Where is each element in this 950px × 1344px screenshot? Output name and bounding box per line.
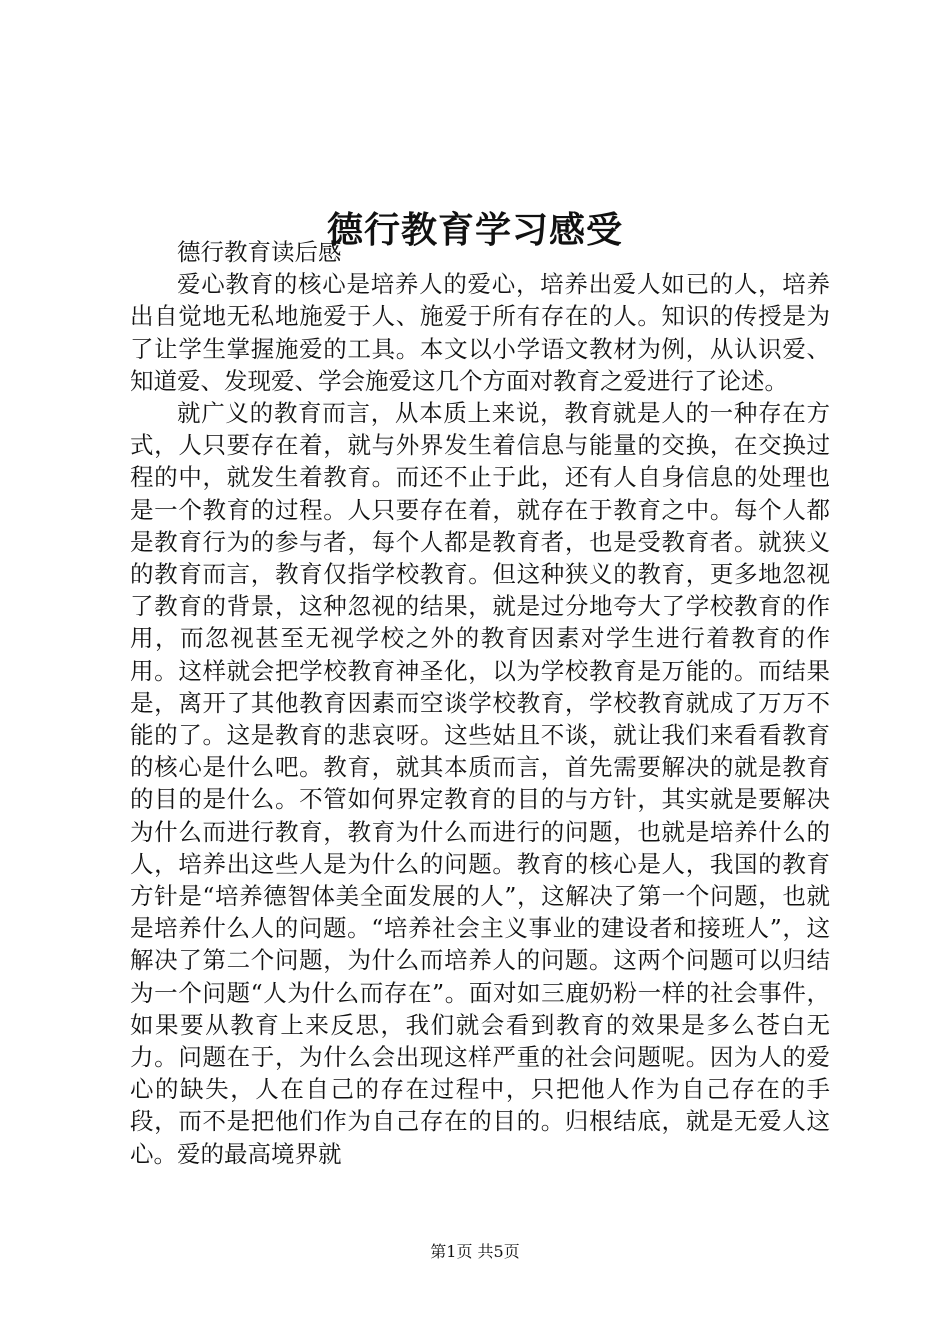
subtitle-paragraph: 德行教育读后感 [177,238,342,266]
body-paragraph: 就广义的教育而言，从本质上来说，教育就是人的一种存在方式，人只要存在着，就与外界发生着信息与能量的交换，在交换过程的中，就发生着教育。而还不止于此，还有人自身信息的处理也是一个教育的过程。人只要存在着，就存在于教育之中。每个人都是教育行为的参与者，每个人都是教育者，也是受教育者。就狭义的教育而言，教育仅指学校教育。但这种狭义的教育，更多地忽视了教育的背景，这种忽视的结果，就是过分地夸大了学校教育的作用，而忽视甚至无视学校之外的教育因素对学生进行着教育的作用。这样就会把学校教育神圣化，以为学校教育是万能的。而结果是，离开了其他教育因素而空谈学校教育，学校教育就成了万万不能的了。这是教育的悲哀呀。这些姑且不谈，就让我们来看看教育的核心是什么吧。教育，就其本质而言，首先需要解决的就是教育的目的是什么。不管如何界定教育的目的与方针，其实就是要解决为什么而进行教育，教育为什么而进行的问题，也就是培养什么的人，培养出这些人是为什么的问题。教育的核心是人，我国的教育方针是“培养德智体美全面发展的人”，这解决了第一个问题，也就是培养什么人的问题。“培养社会主义事业的建设者和接班人”，这解决了第二个问题，为什么而培养人的问题。这两个问题可以归结为一个问题“人为什么而存在”。面对如三鹿奶粉一样的社会事件，如果要从教育上来反思，我们就会看到教育的效果是多么苍白无力。问题在于，为什么会出现这样严重的社会问题呢。因为人的爱心的缺失，人在自己的存在过程中，只把他人作为自己存在的手段，而不是把他们作为自己存在的目的。归根结底，就是无爱人这心。爱的最高境界就 [130,399,830,1168]
page-number-footer: 第1页 共5页 [430,1242,520,1261]
document-body [130,236,830,1170]
page-title: 德行教育学习感受 [326,209,623,252]
body-paragraph: 爱心教育的核心是培养人的爱心，培养出爱人如已的人，培养出自觉地无私地施爱于人、施爱于所有存在的人。知识的传授是为了让学生掌握施爱的工具。本文以小学语文教材为例，从认识爱、知道爱、发现爱、学会施爱这几个方面对教育之爱进行了论述。 [130,270,830,395]
